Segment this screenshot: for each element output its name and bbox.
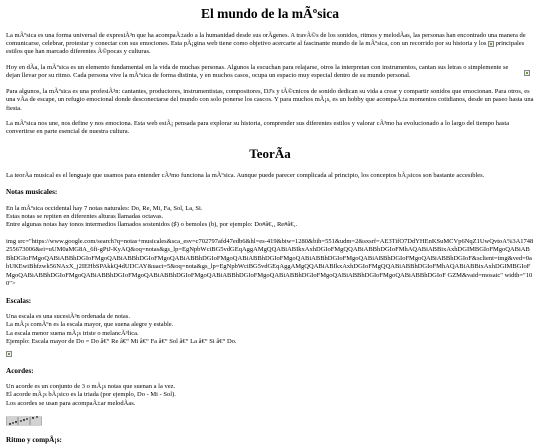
intro-paragraph-1	[6, 32, 534, 57]
chords-line: Un acorde es un conjunto de 3 o mÃ¡s notas que suenan a la vez.	[6, 383, 176, 391]
intro-paragraph-3: Para algunos, la mÃºsica es una profesiÃ³n: cantantes, productores, instrumentistas, compositores, DJ's y tÃ©cnicos de sonido dedican su vida a crear y compartir sonidos que emocionan. Para otros, es una vÃa de escape, un refugio emocional donde desconectarse del mundo con solo ponerse los cascos. Y para muchos mÃ¡s, es un hobby que acompaÃ±a momentos cotidianos, desde un paseo hasta una fiesta.	[6, 87, 534, 112]
broken-image-icon	[6, 351, 12, 357]
raw-image-markup: img src="https://www.google.com/search?q=notas+musicales&sca_esv=c702797afd47edb6&hl=es-419&biw=1280&bih=551&udm=2&sxsrf=AE3TifO7DdYHEnKSuMCVp6NqZ1UwQvtoA%3A1748255673006&ei=uUM0aMG8A_6fi-gPtJ-KyAQ&oq=notas&gs_lp=EgNpbWciBG5vdGEqAggAMgQQABiABIkxAxhDGIoFMgQQABiABBhDGIoFMhAQABiABBixAxhDGIMBGIoFMgoQABiABBhDGIoFMgoQABiABBhDGIoFMgoQABiABBhDGIoFMgoQABiABBhDGIoFMgoQABiABBhDGIoFMgoQABiABBhDGIoFMgoQABiABBhDGIoFMgoQABiABBhDGIoF&sclient=img&ved=0ahUKEwiBhfzwk56NAxX_j2IEHbSPAkkQ4dUDCAY&uact=5&oq=nota&gs_lp=EgNpbWciBG5vdGEqAggAMgQQABiABIkxAxhDGIoFMgQQABiABBhDGIoFMhAQABiABBixAxhDGIMBGIoFMgoQABiABBhDGIoFMgoQABiABBhDGIoFMgoQABiABBhDGIoFMgoQABiABBhDGIoFMgoQABiABBhDGIoFMgoQABiABBhDGIoFMgoQABiABBhDGIoF GZM&vaid=mosaic" width="100">	[6, 237, 534, 288]
notes-heading: Notas musicales:	[6, 188, 58, 197]
chords-line: Los acordes se usan para acompaÃ±ar melodÃas.	[6, 399, 136, 407]
chords-heading: Acordes:	[6, 366, 34, 375]
rhythm-heading: Ritmo y compÃ¡s:	[6, 436, 62, 445]
scales-line: La escala menor suena mÃ¡s triste o melancÃ³lica.	[6, 329, 139, 337]
intro-paragraph-1-tail: principales estilos que han marcado diferentes Ã©pocas y culturas.	[6, 39, 525, 56]
notes-line: En la mÃºsica occidental hay 7 notas naturales: Do, Re, Mi, Fa, Sol, La, Si.	[6, 204, 203, 212]
scales-line: Una escala es una sucesiÃ³n ordenada de notas.	[6, 312, 130, 320]
sheet-music-image	[6, 414, 42, 428]
intro-paragraph-2-text: Hoy en dÃa, la mÃºsica es un elemento fundamental en la vida de muchas personas. Algunos la escuchan para relajarse, otros la interpretan con instrumentos, cantan sus letras o simplemente se dejan llevar por su ritmo. Cada persona vive la mÃºsica de forma distinta, y en muchos casos, ocupa un espacio muy especial dentro de su mundo personal.	[6, 63, 509, 80]
notes-line: Entre algunas notas hay tonos intermedios llamados sostenidos (♯) o bemoles (b), por ejemplo: Do#â€‚, Re#â€‚.	[6, 221, 298, 229]
scales-line: Ejemplo: Escala mayor de Do = Do â€“ Re â€“ Mi â€“ Fa â€“ Sol â€“ La â€“ Si â€“ Do.	[6, 338, 237, 346]
notes-line: Estas notas se repiten en diferentes alturas llamadas octavas.	[6, 213, 164, 221]
intro-paragraph-1-text: La mÃºsica es una forma universal de expresiÃ³n que ha acompaÃ±ado a la humanidad desde sus orÃgenes. A travÃ©s de los sonidos, ritmos y melodÃas, las personas han encontrado una manera de comunicarse, celebrar, protestar y conectar con sus emociones. Esta pÃ¡gina web tiene como objetivo acercarte al fascinante mundo de la mÃºsica, con un recorrido por su historia y los	[6, 31, 526, 47]
intro-paragraph-2	[6, 64, 534, 81]
scales-list	[6, 313, 534, 347]
theory-heading: TeorÃa	[249, 145, 291, 161]
notes-list	[6, 205, 534, 230]
broken-image-icon	[524, 70, 530, 76]
intro-paragraph-4: La mÃºsica nos une, nos define y nos emociona. Esta web estÃ¡ pensada para explorar su historia, comprender sus diferentes estilos y valorar cÃ³mo ha evolucionado a lo largo del tiempo hasta convertirse en parte esencial de nuestra cultura.	[6, 120, 510, 136]
page-title: El mundo de la mÃºsica	[201, 6, 339, 21]
scales-line: La mÃ¡s comÃºn es la escala mayor, que suena alegre y estable.	[6, 321, 174, 329]
broken-image-icon	[488, 41, 494, 47]
theory-intro: La teorÃa musical es el lenguaje que usamos para entender cÃ³mo funciona la mÃºsica. Aunque puede parecer complicada al principio, los conceptos bÃ¡sicos son bastante accesibles.	[6, 171, 485, 179]
chords-line: El acorde mÃ¡s bÃ¡sico es la triada (por ejemplo, Do - Mi - Sol).	[6, 391, 176, 399]
scales-heading: Escalas:	[6, 296, 32, 305]
